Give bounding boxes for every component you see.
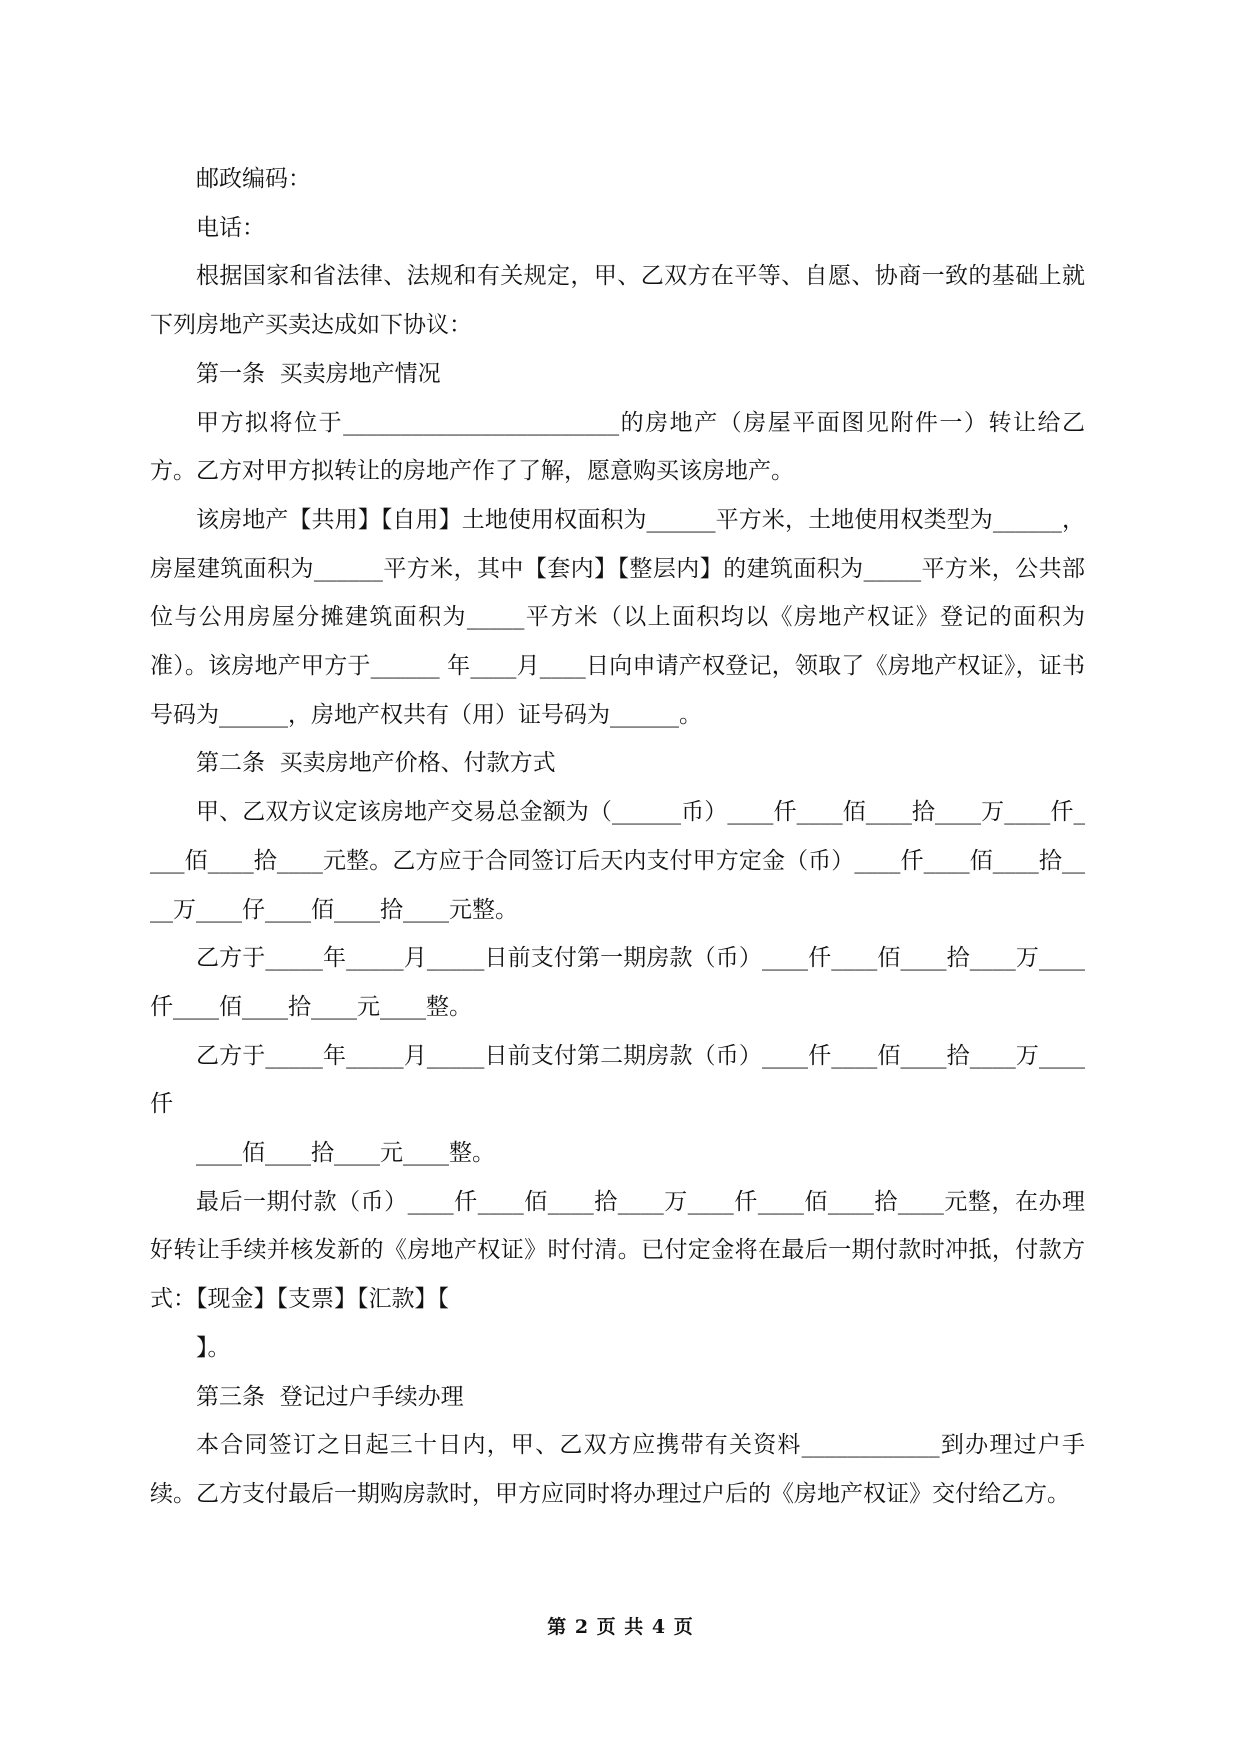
article-3-heading: 第三条 登记过户手续办理 [196, 1383, 464, 1410]
paragraph-final-payment-cont: 】。 [196, 1334, 231, 1361]
paragraph-property-location: 甲方拟将位于________________________的房地产（房屋平面图见附件一）转让给乙方。乙方对甲方拟转让的房地产作了了解，愿意购买该房地产。 [150, 409, 1085, 485]
paragraph-first-payment: 乙方于_____年_____月_____日前支付第一期房款（币）____仟____佰____拾____万____仟____佰____拾____元____整。 [150, 945, 1085, 1020]
paragraph-registration: 本合同签订之日起三十日内，甲、乙双方应携带有关资料____________到办理过户手续。乙方支付最后一期购房款时，甲方应同时将办理过户后的《房地产权证》交付给乙方。 [150, 1432, 1085, 1507]
article-2-heading: 第二条 买卖房地产价格、付款方式 [196, 750, 556, 777]
paragraph-final-payment: 最后一期付款（币）____仟____佰____拾____万____仟____佰____拾____元整，在办理好转让手续并核发新的《房地产权证》时付清。已付定金将在最后一期付款时冲抵，付款方式：【现金】【支票】【汇款】【 [150, 1188, 1085, 1313]
article-1-heading: 第一条 买卖房地产情况 [196, 360, 441, 387]
paragraph-second-payment-cont: ____佰____拾____元____整。 [196, 1140, 495, 1167]
paragraph-total-price: 甲、乙双方议定该房地产交易总金额为（______币）____仟____佰____拾____万____仟____佰____拾____元整。乙方应于合同签订后天内支付甲方定金（币）____仟____佰____拾____万____仔____佰____拾____元整。 [150, 799, 1086, 923]
paragraph-phone: 电话： [196, 214, 265, 241]
document-body [150, 155, 1085, 1519]
paragraph-property-area: 该房地产【共用】【自用】土地使用权面积为______平方米，土地使用权类型为______，房屋建筑面积为______平方米，其中【套内】【整层内】的建筑面积为_____平方米，公共部位与公用房屋分摊建筑面积为_____平方米（以上面积均以《房地产权证》登记的面积为准）。该房地产甲方于______ 年____月____日向申请产权登记，领取了《房地产权证》，证书号码为______，房地产权共有（用）证号码为______。 [150, 506, 1085, 728]
paragraph-postal-code: 邮政编码： [196, 166, 311, 192]
paragraph-second-payment: 乙方于_____年_____月_____日前支付第二期房款（币）____仟____佰____拾____万____仟 [150, 1042, 1085, 1118]
paragraph-preamble: 根据国家和省法律、法规和有关规定，甲、乙双方在平等、自愿、协商一致的基础上就下列房地产买卖达成如下协议： [150, 263, 1085, 339]
page-number-footer: 第 2 页 共 4 页 [547, 1616, 694, 1638]
